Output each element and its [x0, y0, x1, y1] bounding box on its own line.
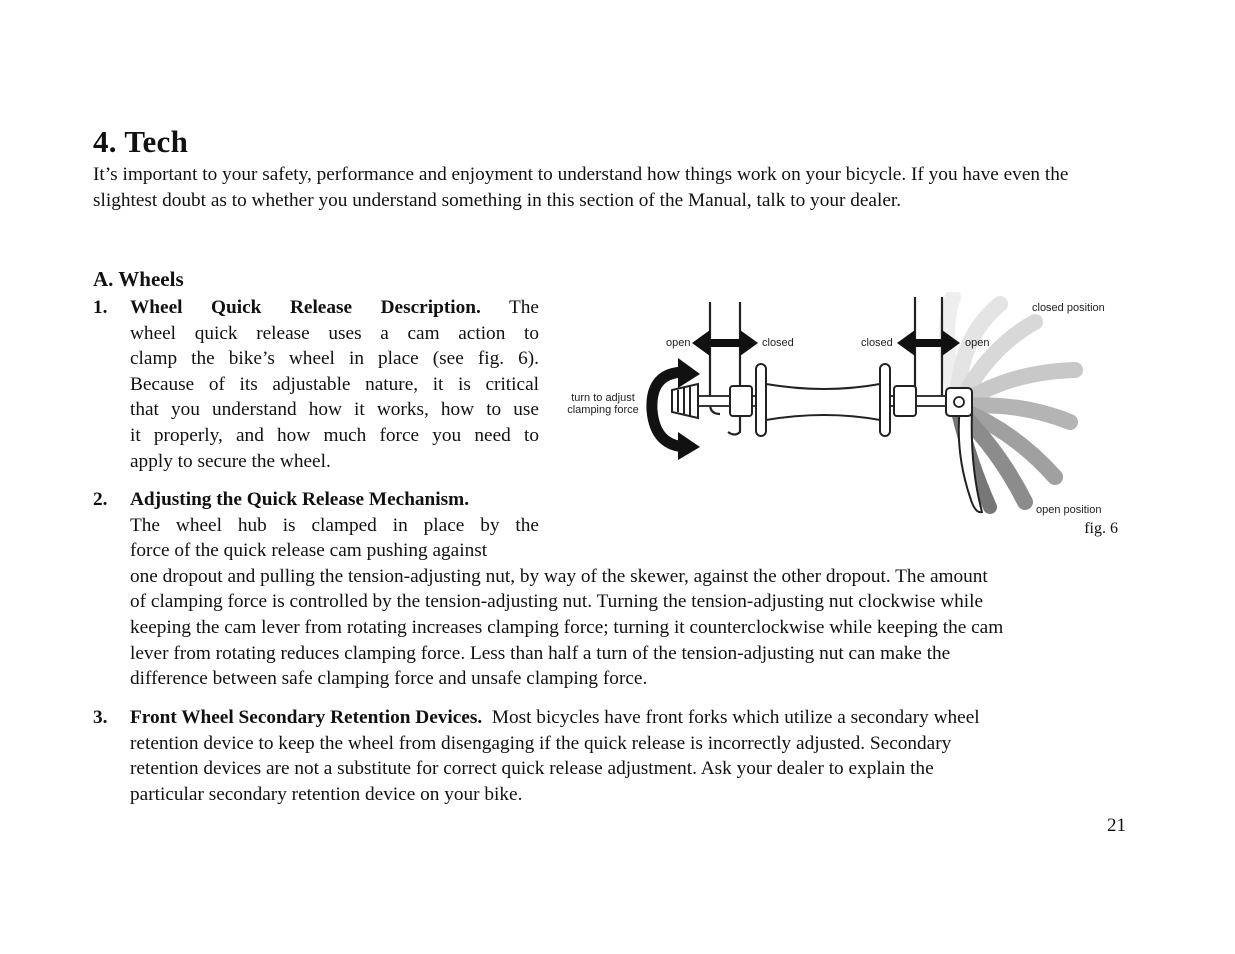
figure-caption: fig. 6 — [1084, 520, 1118, 537]
item-text-line: it properly, and how much force you need to — [130, 424, 539, 446]
item-text-line: Because of its adjustable nature, it is critical — [130, 373, 539, 395]
item-text-line: particular secondary retention device on your bike. — [130, 783, 523, 805]
item-text-line: retention devices are not a substitute for correct quick release adjustment. Ask your dealer to explain the — [130, 758, 934, 780]
label-turn-to-adjust — [564, 392, 642, 416]
item-title: Front Wheel Secondary Retention Devices. — [130, 707, 483, 728]
item-text-line: one dropout and pulling the tension-adjusting nut, by way of the skewer, against the other dropout. The amount — [130, 565, 988, 587]
hub-diagram — [560, 292, 1120, 522]
item-title: Adjusting the Quick Release Mechanism. — [130, 489, 470, 510]
item-text-line: force of the quick release cam pushing against — [130, 540, 488, 562]
chapter-heading: 4. Tech — [93, 124, 189, 159]
item-text-line: of clamping force is controlled by the tension-adjusting nut. Turning the tension-adjusting nut clockwise while — [130, 591, 984, 613]
item-text-line: that you understand how it works, how to use — [130, 399, 539, 421]
quick-release-figure — [560, 292, 1120, 542]
item-text-line: lever from rotating reduces clamping force. Less than half a turn of the tension-adjusting nut can make the — [130, 642, 951, 664]
label-turn-line-2: clamping force — [567, 404, 639, 416]
page-number: 21 — [1107, 815, 1126, 836]
item-title-line — [130, 705, 1125, 731]
intro-paragraph: It’s important to your safety, performance and enjoyment to understand how things work on your bicycle. If you have even the slightest doubt as to whether you understand something in this section of the Manual, talk to your dealer. — [93, 164, 1069, 211]
item-title: Wheel Quick Release Description. — [130, 297, 481, 318]
item-text-line: retention device to keep the wheel from disengaging if the quick release is incorrectly adjusted. Secondary — [130, 732, 952, 754]
item-text-line: difference between safe clamping force and unsafe clamping force. — [130, 668, 648, 690]
hub-body — [730, 364, 916, 436]
list-item-1 — [93, 295, 539, 475]
label-closed-position: closed position — [1032, 302, 1105, 314]
tension-nut — [672, 384, 698, 418]
label-closed-right: closed — [861, 337, 893, 349]
item-number: 3. — [93, 707, 108, 728]
item-title-line — [130, 295, 539, 321]
label-open-position: open position — [1036, 504, 1102, 516]
item-text-first: Most bicycles have front forks which utilize a secondary wheel — [491, 707, 980, 728]
label-closed-left: closed — [762, 337, 794, 349]
label-open-right: open — [965, 337, 990, 349]
item-number: 1. — [93, 297, 108, 318]
item-lead-word: The — [509, 297, 539, 318]
label-turn-line-1: turn to adjust — [571, 392, 635, 404]
left-open-closed-arrow — [692, 330, 758, 356]
item-text-line: The wheel hub is clamped in place by the — [130, 514, 539, 536]
list-item-3 — [93, 705, 1133, 815]
item-text-line: keeping the cam lever from rotating increases clamping force; turning it counterclockwise while keeping the cam — [130, 616, 1004, 638]
item-text-line: apply to secure the wheel. — [130, 450, 331, 472]
item-number: 2. — [93, 489, 108, 510]
item-text-line: wheel quick release uses a cam action to — [130, 322, 539, 344]
section-heading: A. Wheels — [93, 267, 184, 291]
item-title-line — [130, 487, 539, 513]
label-open-left: open — [666, 337, 691, 349]
item-text-line: clamp the bike’s wheel in place (see fig. 6). — [130, 348, 539, 370]
